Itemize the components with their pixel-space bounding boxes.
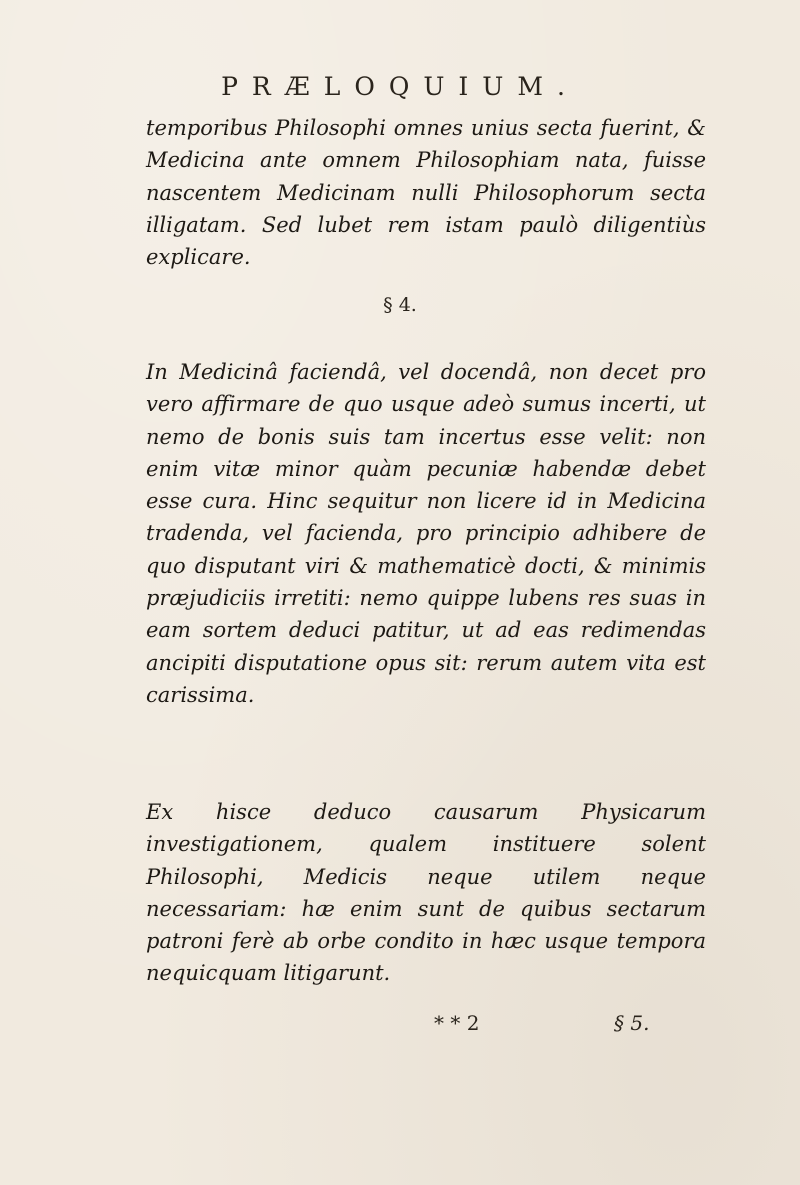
section-number: § 4. bbox=[383, 294, 417, 316]
catchword: § 5. bbox=[614, 1011, 650, 1035]
paragraph-conclusion: Ex hisce deduco causarum Physicarum investigationem, qualem instituere solent Philosophi, Medicis neque utilem neque necessariam: hæ enim sunt de quibus sectarum patroni ferè ab orbe condito in hæc usque tempora nequicquam litigarunt. bbox=[146, 800, 706, 986]
signature-mark: * * 2 bbox=[434, 1011, 480, 1035]
paragraph-section-4: In Medicinâ faciendâ, vel docendâ, non decet pro vero affirmare de quo usque adeò sumus incerti, ut nemo de bonis suis tam incertus esse velit: non enim vitæ minor quàm pecuniæ habendæ debet esse cura. Hinc sequitur non licere id in Medicina tradenda, vel facienda, pro principio adhibere de quo disputant viri & mathematicè docti, & minimis præjudiciis irretiti: nemo quippe lubens res suas in eam sortem deduci patitur, ut ad eas redimendas ancipiti disputatione opus sit: rerum autem vita est carissima. bbox=[146, 360, 706, 707]
paragraph-continued: temporibus Philosophi omnes unius secta fuerint, & Medicina ante omnem Philosophiam nata, fuisse nascentem Medicinam nulli Philosophorum secta illigatam. Sed lubet rem istam paulò diligentiùs explicare. bbox=[146, 116, 706, 270]
running-title: PRÆLOQUIUM. bbox=[221, 72, 579, 101]
